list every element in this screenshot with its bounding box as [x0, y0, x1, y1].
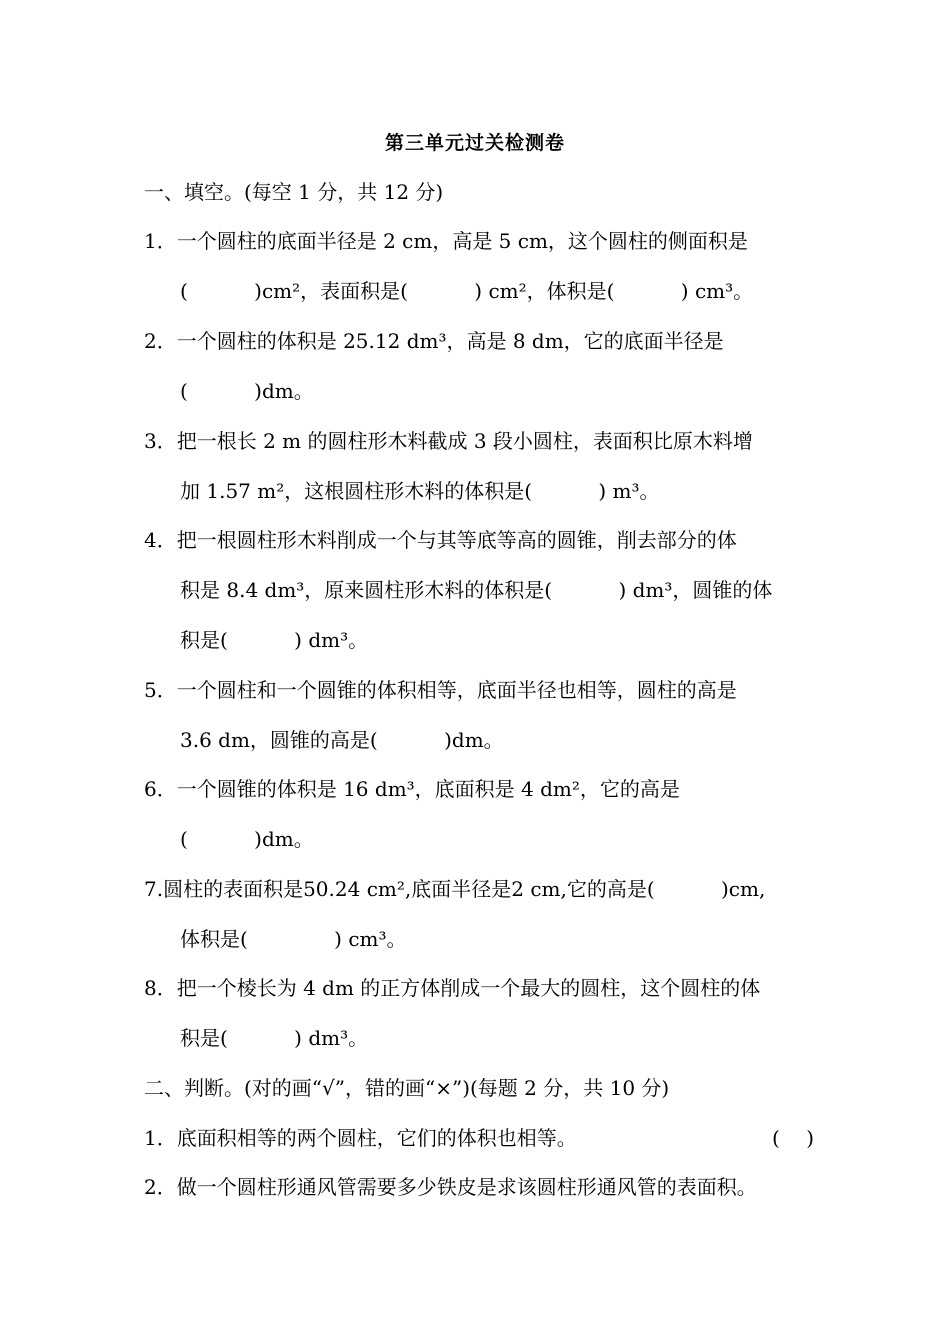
q7-line2: 体积是( ) cm³。 — [180, 927, 407, 951]
q4-line2: 积是 8.4 dm³，原来圆柱形木料的体积是( ) dm³，圆锥的体 — [180, 578, 773, 602]
section1-heading: 一、填空。(每空 1 分，共 12 分) — [144, 180, 444, 204]
judge-q1-answer-paren: ( ) — [772, 1126, 814, 1150]
q3-line2: 加 1.57 m²，这根圆柱形木料的体积是( ) m³。 — [180, 479, 660, 503]
judge-q1-text: 1．底面积相等的两个圆柱，它们的体积也相等。 — [144, 1126, 577, 1150]
q8-line1: 8．把一个棱长为 4 dm 的正方体削成一个最大的圆柱，这个圆柱的体 — [144, 976, 761, 1000]
q6-line2: ( )dm。 — [180, 827, 314, 851]
q6-line1: 6．一个圆锥的体积是 16 dm³，底面积是 4 dm²，它的高是 — [144, 777, 680, 801]
q1-line1: 1．一个圆柱的底面半径是 2 cm，高是 5 cm，这个圆柱的侧面积是 — [144, 229, 748, 253]
judge-q1 — [144, 1124, 814, 1152]
q4-line1: 4．把一根圆柱形木料削成一个与其等底等高的圆锥，削去部分的体 — [144, 528, 737, 552]
q1-line2: ( )cm²，表面积是( ) cm²，体积是( ) cm³。 — [180, 279, 754, 303]
q8-line2: 积是( ) dm³。 — [180, 1026, 369, 1050]
section2-heading: 二、判断。(对的画“√”，错的画“×”)(每题 2 分，共 10 分) — [144, 1076, 670, 1100]
q3-line1: 3．把一根长 2 m 的圆柱形木料截成 3 段小圆柱，表面积比原木料增 — [144, 429, 753, 453]
q2-line1: 2．一个圆柱的体积是 25.12 dm³，高是 8 dm，它的底面半径是 — [144, 329, 724, 353]
q5-line2: 3.6 dm，圆锥的高是( )dm。 — [180, 728, 504, 752]
q7-line1: 7.圆柱的表面积是50.24 cm²,底面半径是2 cm,它的高是( )cm, — [144, 877, 766, 901]
judge-q2-text: 2．做一个圆柱形通风管需要多少铁皮是求该圆柱形通风管的表面积。 — [144, 1175, 757, 1199]
q5-line1: 5．一个圆柱和一个圆锥的体积相等，底面半径也相等，圆柱的高是 — [144, 678, 737, 702]
q2-line2: ( )dm。 — [180, 379, 314, 403]
q4-line3: 积是( ) dm³。 — [180, 628, 369, 652]
page-title: 第三单元过关检测卷 — [384, 132, 565, 154]
